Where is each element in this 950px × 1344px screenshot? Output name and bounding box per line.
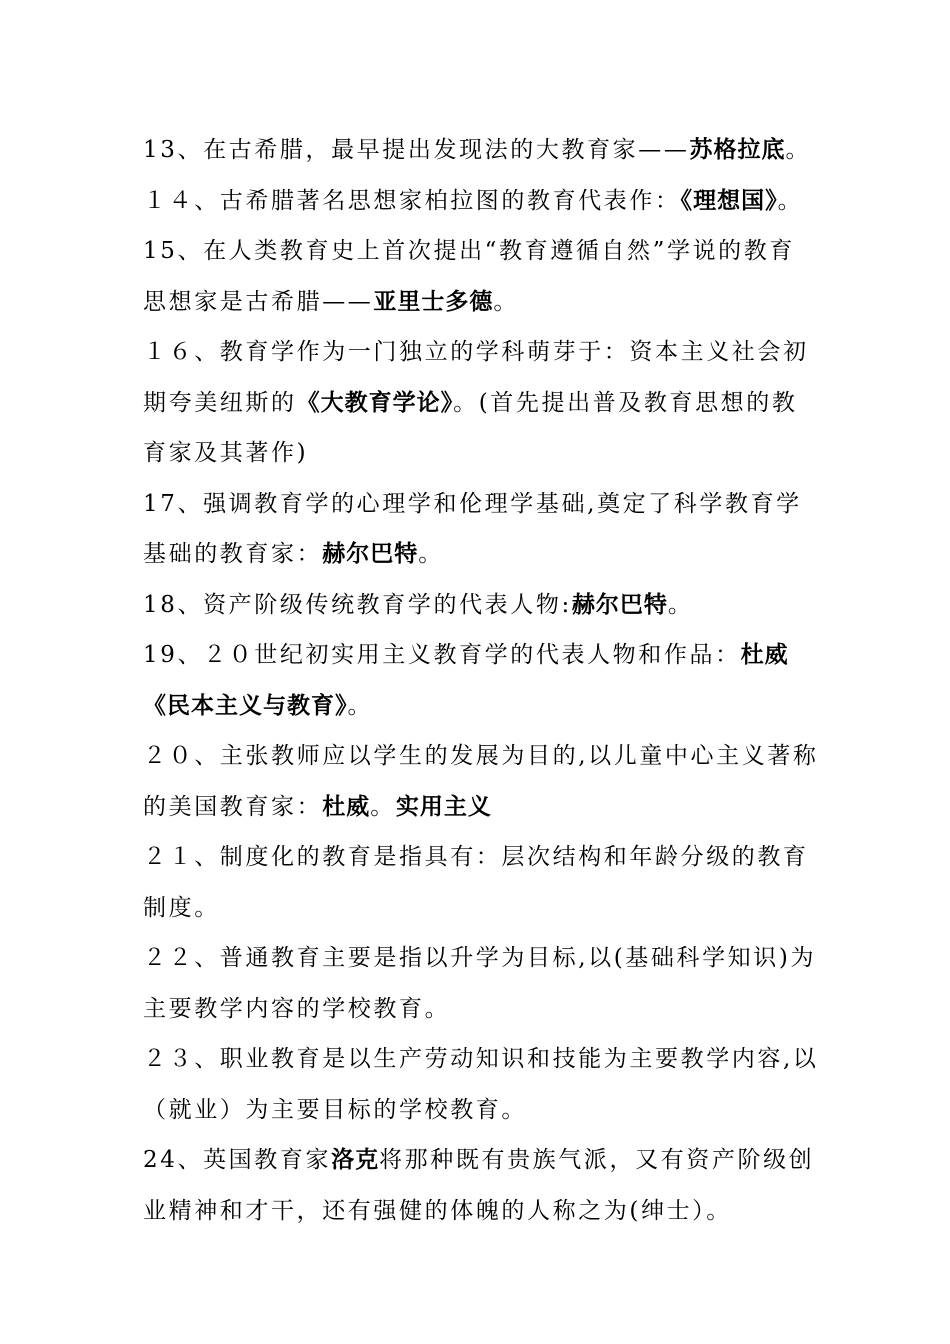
item-text: ２１、制度化的教育是指具有：层次结构和年龄分级的教育制度。 xyxy=(143,844,809,921)
item-23 xyxy=(143,1034,820,1135)
item-14 xyxy=(143,176,820,227)
item-text: ２２、普通教育主要是指以升学为目标,以(基础科学知识)为主要教学内容的学校教育。 xyxy=(143,945,817,1022)
item-15 xyxy=(143,226,820,327)
item-18 xyxy=(143,580,820,631)
item-19 xyxy=(143,630,820,731)
item-text: ２０、主张教师应以学生的发展为目的,以儿童中心主义著称的美国教育家： xyxy=(143,743,819,820)
item-text: 。 xyxy=(785,137,812,163)
item-text: 。 xyxy=(347,692,374,719)
item-answer: 亚里士多德 xyxy=(373,288,494,315)
item-13 xyxy=(143,125,820,176)
item-answer: 赫尔巴特 xyxy=(571,591,668,618)
item-text: １４、古希腊著名思想家柏拉图的教育代表作： xyxy=(143,187,681,214)
item-answer: 实用主义 xyxy=(395,793,492,820)
item-text: １６、教育学作为一门独立的学科萌芽于：资本主义社会初期夸美纽斯的 xyxy=(143,339,809,416)
item-text: 。 xyxy=(667,591,694,618)
item-text: 。 xyxy=(370,793,396,820)
item-text: 19、２０世纪初实用主义教育学的代表人物和作品： xyxy=(143,642,741,668)
item-answer: 苏格拉底 xyxy=(689,137,786,163)
item-answer: 《大教育学论》 xyxy=(296,389,454,416)
item-text: 。 xyxy=(493,288,520,315)
item-22 xyxy=(143,933,820,1034)
item-text: 将那种既有贵族气派，又有资产阶级创业精神和才干，还有强健的体魄的人称之为(绅士）。 xyxy=(143,1147,815,1224)
item-answer: 洛克 xyxy=(331,1147,380,1173)
item-17 xyxy=(143,479,820,580)
item-answer: 杜威 xyxy=(322,793,371,820)
item-text: 13、在古希腊，最早提出发现法的大教育家—— xyxy=(143,137,690,163)
item-text: 17、强调教育学的心理学和伦理学基础,奠定了科学教育学基础的教育家： xyxy=(143,490,802,567)
item-answer: 赫尔巴特 xyxy=(322,541,419,567)
item-24 xyxy=(143,1135,820,1236)
item-text: 。 xyxy=(777,187,804,214)
item-text: ２３、职业教育是以生产劳动知识和技能为主要教学内容,以（就业）为主要目标的学校教育。 xyxy=(143,1046,819,1123)
item-21 xyxy=(143,832,820,933)
item-16 xyxy=(143,327,820,479)
item-text: 18、资产阶级传统教育学的代表人物: xyxy=(143,591,572,618)
item-text: 24、英国教育家 xyxy=(143,1147,332,1173)
item-answer: 《理想国》 xyxy=(680,187,778,214)
item-text: 。(首先提出普及教育思想的教育家及其著作) xyxy=(143,389,798,466)
item-20 xyxy=(143,731,820,832)
item-text: 15、在人类教育史上首次提出“教育遵循自然”学说的教育思想家是古希腊—— xyxy=(143,238,795,315)
item-text: 。 xyxy=(418,541,444,567)
item-answer: 杜威《民本主义与教育》 xyxy=(143,642,789,719)
